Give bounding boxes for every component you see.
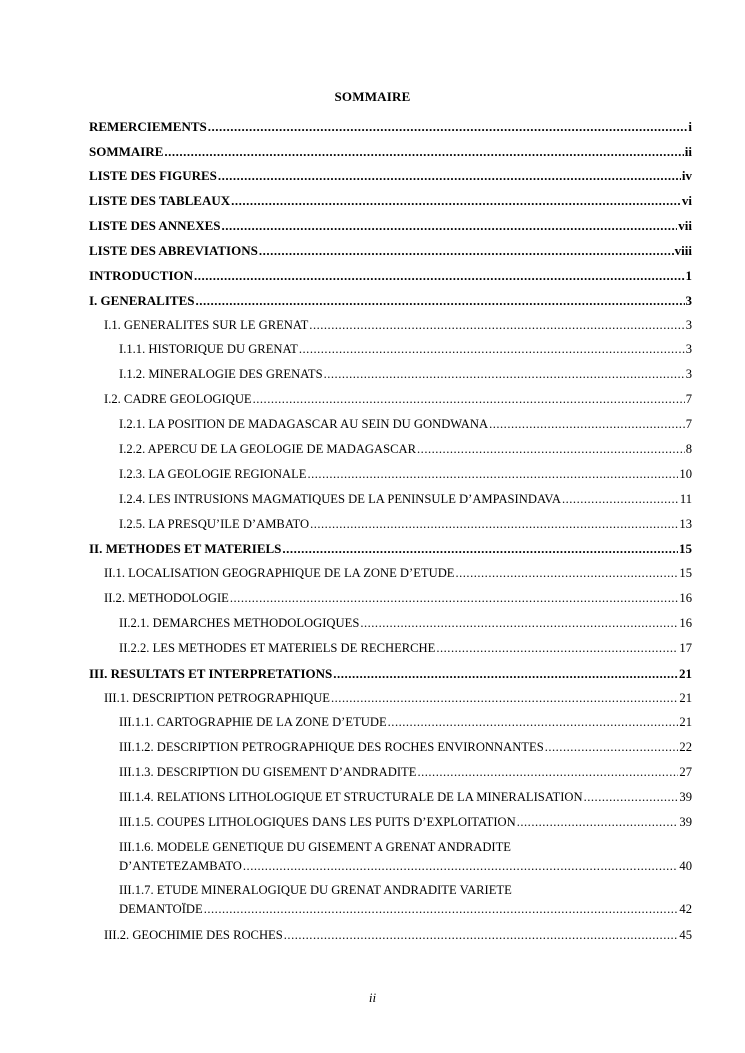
- dot-leader: [417, 763, 678, 782]
- dot-leader: [164, 142, 683, 161]
- toc-entry-title: I. GENERALITES: [89, 293, 195, 308]
- toc-entry[interactable]: [119, 838, 692, 876]
- toc-entry[interactable]: [89, 241, 692, 260]
- toc-entry-page: vi: [681, 193, 692, 208]
- toc-entry-title: I.2.4. LES INTRUSIONS MAGMATIQUES DE LA PENINSULE D’AMPASINDAVA: [119, 492, 561, 506]
- page-title: SOMMAIRE: [334, 89, 411, 104]
- toc-entry-page: 39: [679, 815, 692, 829]
- toc-entry-page: 16: [679, 616, 692, 630]
- toc-entry-title: I.1.1. HISTORIQUE DU GRENAT: [119, 342, 298, 356]
- toc-entry[interactable]: [89, 291, 692, 310]
- toc-entry-title: I.2.2. APERCU DE LA GEOLOGIE DE MADAGASCAR: [119, 442, 417, 456]
- toc-entry[interactable]: [119, 515, 692, 534]
- dot-leader: [259, 241, 674, 260]
- toc-entry-title: III.1.4. RELATIONS LITHOLOGIQUE ET STRUCTURALE DE LA MINERALISATION: [119, 790, 583, 804]
- dot-leader: [204, 900, 679, 919]
- dot-leader: [208, 117, 688, 136]
- dot-leader: [195, 291, 684, 310]
- dot-leader: [455, 564, 678, 583]
- toc-entry-page: 21: [679, 666, 692, 681]
- dot-leader: [360, 614, 678, 633]
- toc-entry-title: LISTE DES ABREVIATIONS: [89, 243, 258, 258]
- toc-entry[interactable]: [119, 490, 692, 509]
- toc-entry-title: III. RESULTATS ET INTERPRETATIONS: [89, 666, 333, 681]
- dot-leader: [417, 440, 685, 459]
- toc-entry[interactable]: [104, 926, 692, 945]
- toc-entry-page: 16: [679, 591, 692, 605]
- toc-entry[interactable]: [89, 142, 692, 161]
- toc-entry-page: 22: [679, 740, 692, 754]
- dot-leader: [307, 465, 678, 484]
- toc-entry-title: II.2.2. LES METHODES ET MATERIELS DE RECHERCHE: [119, 641, 436, 655]
- dot-leader: [253, 390, 685, 409]
- toc-entry-title-continued: DEMANTOÏDE: [119, 902, 203, 916]
- toc-entry[interactable]: [89, 117, 692, 136]
- toc-entry-title: REMERCIEMENTS: [89, 119, 207, 134]
- toc-entry-page: 7: [685, 392, 692, 406]
- toc-entry[interactable]: [119, 881, 692, 919]
- dot-leader: [310, 515, 678, 534]
- toc-entry[interactable]: [89, 266, 692, 285]
- dot-leader: [584, 788, 679, 807]
- toc-entry-title: SOMMAIRE: [89, 144, 164, 159]
- toc-entry-title: LISTE DES FIGURES: [89, 168, 217, 183]
- toc-entry[interactable]: [89, 216, 692, 235]
- toc-entry-title: III.2. GEOCHIMIE DES ROCHES: [104, 928, 283, 942]
- dot-leader: [489, 415, 685, 434]
- dot-leader: [284, 926, 679, 945]
- toc-entry-page: 15: [679, 541, 692, 556]
- dot-leader: [222, 216, 678, 235]
- toc-entry[interactable]: [119, 639, 692, 658]
- toc-entry-title: II.1. LOCALISATION GEOGRAPHIQUE DE LA ZONE D’ETUDE: [104, 566, 455, 580]
- dot-leader: [194, 266, 684, 285]
- toc-entry-page: 39: [679, 790, 692, 804]
- toc-entry-title: II. METHODES ET MATERIELS: [89, 541, 282, 556]
- toc-entry-title: I.1. GENERALITES SUR LE GRENAT: [104, 318, 309, 332]
- toc-entry[interactable]: [104, 390, 692, 409]
- toc-entry[interactable]: [119, 440, 692, 459]
- toc-entry-title: I.2.3. LA GEOLOGIE REGIONALE: [119, 467, 307, 481]
- toc-entry-page: 21: [679, 715, 692, 729]
- toc-entry[interactable]: [119, 788, 692, 807]
- dot-leader: [562, 490, 679, 509]
- toc-entry-title: III.1.6. MODELE GENETIQUE DU GISEMENT A GRENAT ANDRADITE: [119, 840, 512, 854]
- toc-entry-page: 3: [685, 318, 692, 332]
- toc-entry-title: III.1.7. ETUDE MINERALOGIQUE DU GRENAT ANDRADITE VARIETE: [119, 883, 512, 897]
- toc-entry-page: ii: [684, 144, 692, 159]
- dot-leader: [282, 539, 678, 558]
- toc-entry-title: INTRODUCTION: [89, 268, 194, 283]
- dot-leader: [218, 166, 681, 185]
- toc-entry-page: 10: [679, 467, 692, 481]
- dot-leader: [299, 340, 685, 359]
- toc-entry-page: 7: [685, 417, 692, 431]
- toc-entry-title: I.2.1. LA POSITION DE MADAGASCAR AU SEIN DU GONDWANA: [119, 417, 489, 431]
- toc-entry[interactable]: [104, 589, 692, 608]
- toc-entry-page: 1: [685, 268, 692, 283]
- toc-entry-page: vii: [678, 218, 692, 233]
- toc-entry-title: III.1.5. COUPES LITHOLOGIQUES DANS LES PUITS D’EXPLOITATION: [119, 815, 516, 829]
- toc-entry[interactable]: [119, 713, 692, 732]
- toc-entry[interactable]: [89, 539, 692, 558]
- toc-entry-page: 13: [679, 517, 692, 531]
- dot-leader: [243, 857, 679, 876]
- dot-leader: [231, 191, 681, 210]
- toc-entry-title: II.2. METHODOLOGIE: [104, 591, 229, 605]
- toc-entry-title: II.2.1. DEMARCHES METHODOLOGIQUES: [119, 616, 360, 630]
- toc-entry[interactable]: [104, 316, 692, 335]
- page-number: ii: [368, 990, 377, 1005]
- toc-entry[interactable]: [119, 365, 692, 384]
- dot-leader: [309, 316, 684, 335]
- toc-entry-page: iv: [681, 168, 692, 183]
- toc-entry-page: 17: [679, 641, 692, 655]
- toc-entry[interactable]: [89, 664, 692, 683]
- toc-entry-title: III.1.2. DESCRIPTION PETROGRAPHIQUE DES ROCHES ENVIRONNANTES: [119, 740, 544, 754]
- toc-entry[interactable]: [89, 166, 692, 185]
- dot-leader: [333, 664, 678, 683]
- toc-entry-page: 8: [685, 442, 692, 456]
- dot-leader: [324, 365, 685, 384]
- toc-entry-page: 21: [679, 691, 692, 705]
- toc-entry-title: I.2. CADRE GEOLOGIQUE: [104, 392, 252, 406]
- toc-entry[interactable]: [89, 191, 692, 210]
- toc-entry-title: I.2.5. LA PRESQU’ILE D’AMBATO: [119, 517, 310, 531]
- toc-entry-page: 3: [685, 342, 692, 356]
- toc-entry[interactable]: [104, 689, 692, 708]
- dot-leader: [436, 639, 678, 658]
- toc-entry-page: 42: [679, 902, 692, 916]
- toc-entry[interactable]: [119, 813, 692, 832]
- toc-entry[interactable]: [119, 738, 692, 757]
- dot-leader: [230, 589, 679, 608]
- toc-entry[interactable]: [119, 763, 692, 782]
- toc-entry-page: i: [688, 119, 692, 134]
- toc-entry-page: 27: [679, 765, 692, 779]
- toc-entry-page: 40: [679, 859, 692, 873]
- toc-entry-title: III.1.1. CARTOGRAPHIE DE LA ZONE D’ETUDE: [119, 715, 387, 729]
- toc-entry-title: III.1.3. DESCRIPTION DU GISEMENT D’ANDRADITE: [119, 765, 417, 779]
- toc-entry[interactable]: [119, 340, 692, 359]
- toc-entry-title: I.1.2. MINERALOGIE DES GRENATS: [119, 367, 323, 381]
- toc-entry[interactable]: [119, 614, 692, 633]
- toc-entry-page: 11: [679, 492, 692, 506]
- toc-entry-page: 3: [685, 367, 692, 381]
- toc-entry[interactable]: [104, 564, 692, 583]
- toc-entry[interactable]: [119, 465, 692, 484]
- toc-entry-title-continued: D’ANTETEZAMBATO: [119, 859, 242, 873]
- toc-entry-page: viii: [674, 243, 692, 258]
- toc-entry-title: III.1. DESCRIPTION PETROGRAPHIQUE: [104, 691, 330, 705]
- dot-leader: [388, 713, 679, 732]
- dot-leader: [331, 689, 678, 708]
- toc-entry-page: 3: [685, 293, 692, 308]
- toc-entry[interactable]: [119, 415, 692, 434]
- toc-entry-page: 45: [679, 928, 692, 942]
- toc-entry-title: LISTE DES TABLEAUX: [89, 193, 231, 208]
- dot-leader: [517, 813, 679, 832]
- toc-entry-page: 15: [679, 566, 692, 580]
- toc-entry-title: LISTE DES ANNEXES: [89, 218, 221, 233]
- dot-leader: [545, 738, 679, 757]
